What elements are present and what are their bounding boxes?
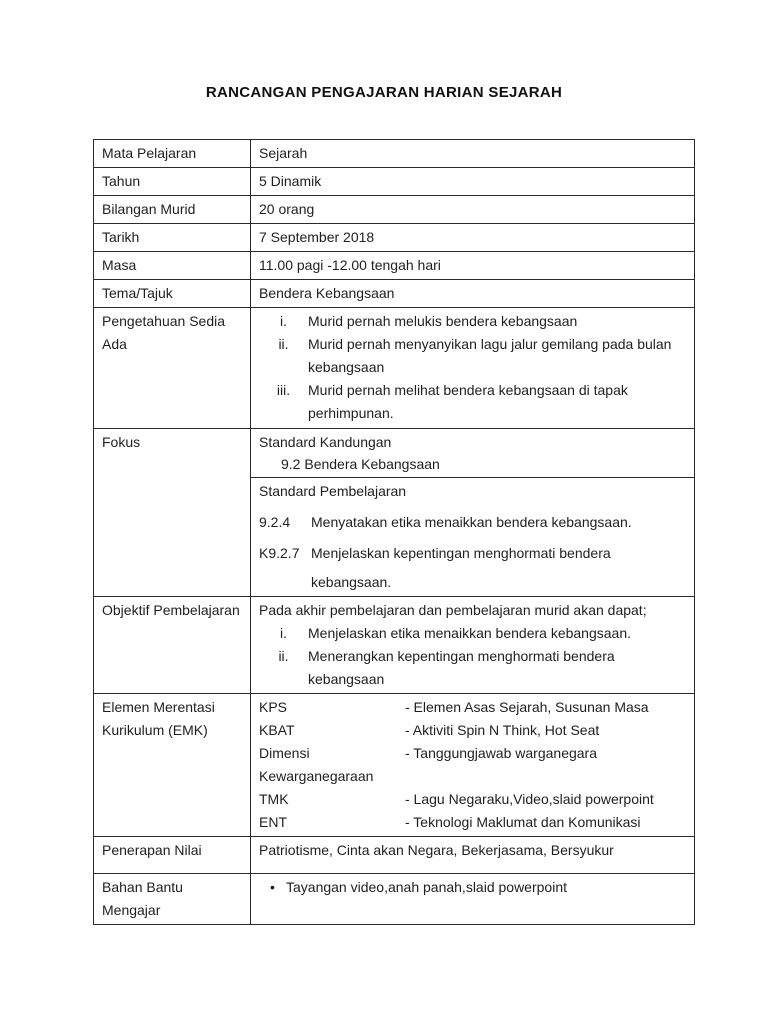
emk-desc: - Elemen Asas Sejarah, Susunan Masa [405, 699, 649, 715]
emk-item [259, 788, 688, 811]
emk-label: TMK [259, 791, 289, 807]
table-row-bilangan-murid [94, 195, 694, 223]
list-item-text: Murid pernah menyanyikan lagu jalur gemilang pada bulan kebangsaan [308, 336, 672, 375]
table-row-penerapan-nilai [94, 836, 694, 873]
standard-entry [259, 511, 688, 534]
row-label-line: Bahan Bantu [102, 879, 183, 895]
row-label: Fokus [94, 429, 251, 596]
table-row-objektif-pembelajaran [94, 596, 694, 693]
lesson-plan-table [93, 139, 695, 925]
list-item [259, 622, 688, 645]
standard-pembelajaran-cell [251, 478, 694, 596]
table-row-tarikh [94, 223, 694, 251]
row-value: Sejarah [259, 145, 308, 161]
row-value: Patriotisme, Cinta akan Negara, Bekerjasama, Bersyukur [259, 842, 614, 858]
table-row-pengetahuan-sedia-ada [94, 307, 694, 428]
row-label: Mata Pelajaran [94, 140, 251, 167]
standard-kandungan-item: 9.2 Bendera Kebangsaan [281, 456, 440, 472]
emk-label: Dimensi Kewarganegaraan [259, 745, 374, 784]
list-marker: iii. [276, 382, 291, 398]
emk-desc: - Aktiviti Spin N Think, Hot Seat [405, 722, 600, 738]
list-marker: ii. [278, 648, 289, 664]
list-marker: i. [280, 313, 287, 329]
list-item [259, 310, 688, 333]
bullet-text: Tayangan video,anah panah,slaid powerpoint [286, 879, 567, 895]
row-label: Bilangan Murid [94, 196, 251, 223]
row-label: Tarikh [94, 224, 251, 251]
standard-code: K9.2.7 [259, 545, 300, 561]
row-label-line: Mengajar [102, 902, 161, 918]
row-value: Bendera Kebangsaan [259, 285, 395, 301]
standard-entry [259, 542, 688, 594]
row-value [251, 694, 694, 836]
standard-text: Menjelaskan kepentingan menghormati bendera kebangsaan. [311, 545, 611, 590]
table-row-mata-pelajaran [94, 140, 694, 167]
emk-label: KBAT [259, 722, 295, 738]
row-value [251, 597, 694, 693]
table-row-emk [94, 693, 694, 836]
row-value [251, 874, 694, 924]
row-value: 5 Dinamik [259, 173, 322, 189]
emk-desc: - Lagu Negaraku,Video,slaid powerpoint [405, 791, 654, 807]
standard-kandungan-title: Standard Kandungan [259, 434, 392, 450]
row-label-line: Pengetahuan Sedia [102, 313, 225, 329]
page-title: RANCANGAN PENGAJARAN HARIAN SEJARAH [205, 84, 563, 101]
row-label: Masa [94, 252, 251, 279]
table-row-tahun [94, 167, 694, 195]
fokus-content [251, 429, 694, 596]
row-label-line: Kurikulum (EMK) [102, 722, 208, 738]
row-value: 11.00 pagi -12.00 tengah hari [259, 257, 441, 273]
emk-desc: - Teknologi Maklumat dan Komunikasi [405, 814, 641, 830]
objektif-intro: Pada akhir pembelajaran dan pembelajaran murid akan dapat; [259, 602, 647, 618]
emk-desc: - Tanggungjawab warganegara [405, 745, 597, 761]
table-row-masa [94, 251, 694, 279]
bullet-item [259, 876, 688, 899]
row-value [251, 308, 694, 428]
table-row-bahan-bantu-mengajar [94, 873, 694, 924]
list-item [259, 379, 688, 425]
row-label: Penerapan Nilai [94, 837, 251, 873]
emk-item [259, 719, 688, 742]
row-label: Tahun [94, 168, 251, 195]
table-row-fokus [94, 428, 694, 596]
row-label: Tema/Tajuk [94, 280, 251, 307]
row-label: Objektif Pembelajaran [94, 597, 251, 693]
list-item-text: Murid pernah melihat bendera kebangsaan di tapak perhimpunan. [308, 382, 628, 421]
list-marker: ii. [278, 336, 289, 352]
row-label [94, 694, 251, 836]
list-item-text: Menerangkan kepentingan menghormati bendera kebangsaan [308, 648, 615, 687]
list-item [259, 645, 688, 691]
row-value: 7 September 2018 [259, 229, 375, 245]
emk-item [259, 696, 688, 719]
emk-item [259, 811, 688, 834]
standard-kandungan-cell [251, 429, 694, 478]
row-label-line: Ada [102, 336, 127, 352]
row-label-line: Elemen Merentasi [102, 699, 215, 715]
list-item [259, 333, 688, 379]
standard-pembelajaran-title: Standard Pembelajaran [259, 483, 407, 499]
list-marker: i. [280, 625, 287, 641]
row-value: 20 orang [259, 201, 315, 217]
table-row-tema-tajuk [94, 279, 694, 307]
row-label [94, 308, 251, 428]
bullet-marker: • [270, 879, 275, 895]
standard-text: Menyatakan etika menaikkan bendera kebangsaan. [311, 514, 632, 530]
emk-label: KPS [259, 699, 288, 715]
emk-label: ENT [259, 814, 287, 830]
emk-item [259, 742, 688, 788]
list-item-text: Murid pernah melukis bendera kebangsaan [308, 313, 578, 329]
row-label [94, 874, 251, 924]
list-item-text: Menjelaskan etika menaikkan bendera kebangsaan. [308, 625, 631, 641]
standard-code: 9.2.4 [259, 514, 291, 530]
